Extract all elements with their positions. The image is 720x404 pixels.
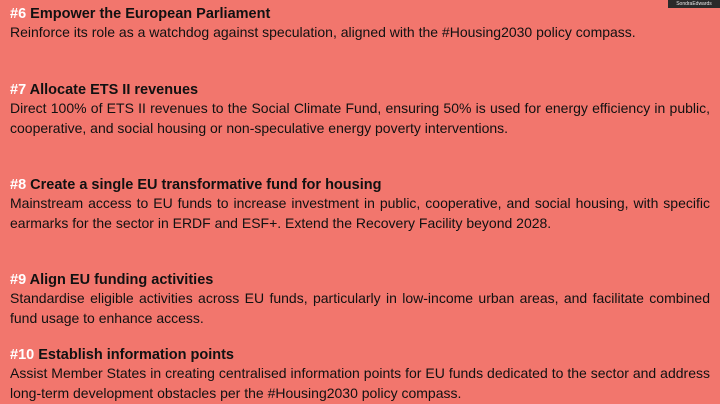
recommendation-item-8: [10, 176, 710, 233]
recommendation-title: Empower the European Parliament: [30, 6, 271, 22]
recommendation-number: #9: [10, 272, 27, 288]
recommendation-item-7: [10, 81, 710, 138]
recommendation-item-9: [10, 271, 710, 328]
recommendation-heading: [10, 5, 710, 23]
recommendation-number: #8: [10, 177, 27, 193]
recommendation-title: Establish information points: [38, 347, 234, 363]
recommendation-item-10: [10, 346, 710, 403]
recommendation-item-6: [10, 5, 710, 43]
recommendation-number: #7: [10, 82, 27, 98]
participant-video-thumbnail[interactable]: [668, 0, 720, 8]
recommendation-title: Allocate ETS II revenues: [29, 82, 199, 98]
recommendation-heading: [10, 346, 710, 364]
recommendation-heading: [10, 176, 710, 194]
recommendation-body: Standardise eligible activities across EU funds, particularly in low-income urban areas, and facilitate combined fund usage to enhance access.: [10, 290, 710, 326]
recommendation-title: Create a single EU transformative fund for housing: [30, 177, 382, 193]
participant-name-label: SondraEdwards: [676, 1, 712, 7]
recommendation-body: Reinforce its role as a watchdog against speculation, aligned with the #Housing2030 policy compass.: [10, 24, 636, 40]
recommendation-body: Mainstream access to EU funds to increase investment in public, cooperative, and social housing, with specific earmarks for the sector in ERDF and ESF+. Extend the Recovery Facility beyond 2028.: [10, 195, 710, 231]
recommendation-title: Align EU funding activities: [29, 272, 214, 288]
recommendation-body: Assist Member States in creating centralised information points for EU funds dedicated to the sector and address long-term development obstacles per the #Housing2030 policy compass.: [10, 365, 710, 401]
recommendation-number: #6: [10, 6, 27, 22]
recommendation-heading: [10, 81, 710, 99]
recommendation-body: Direct 100% of ETS II revenues to the Social Climate Fund, ensuring 50% is used for energy efficiency in public, cooperative, and social housing or non-speculative energy poverty interventions.: [10, 100, 710, 136]
recommendation-heading: [10, 271, 710, 289]
recommendation-number: #10: [10, 347, 35, 363]
